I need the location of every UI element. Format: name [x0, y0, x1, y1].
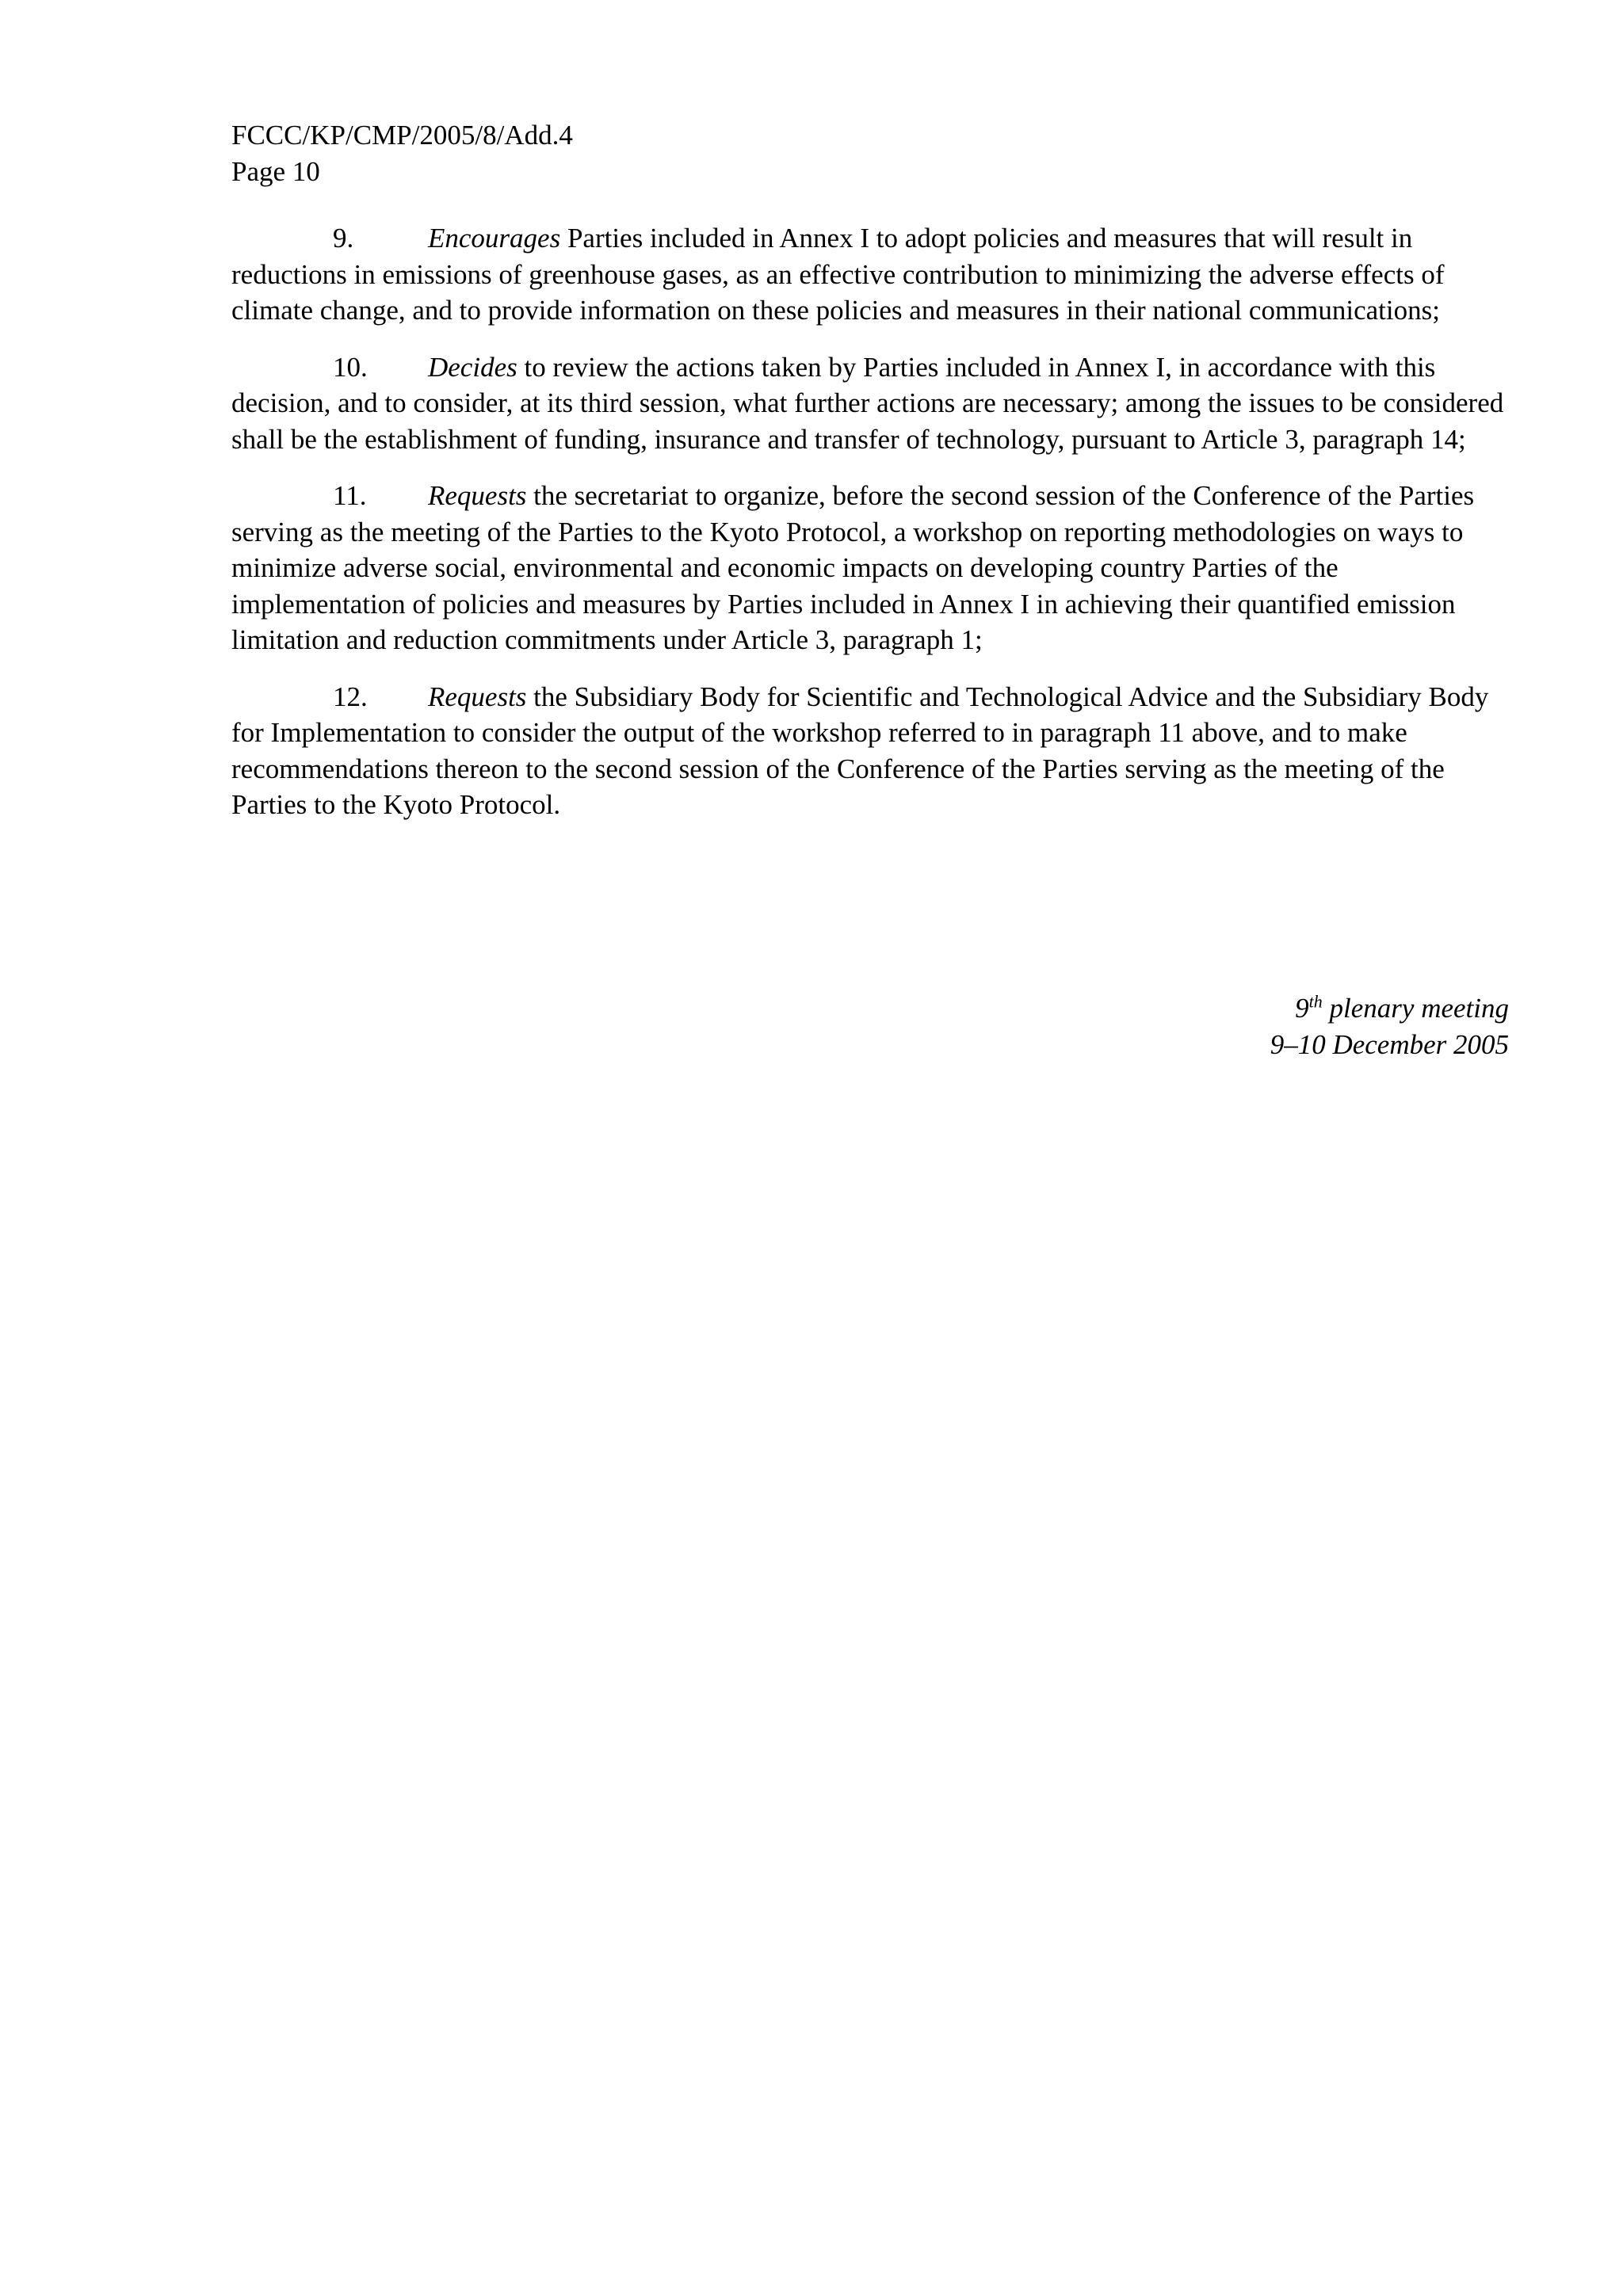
paragraph-12 — [231, 679, 1509, 823]
paragraph-number: 12. — [333, 681, 368, 712]
page-number: Page 10 — [231, 156, 320, 187]
operative-verb: Encourages — [428, 223, 561, 254]
document-body — [231, 220, 1509, 844]
paragraph-number: 9. — [333, 223, 354, 254]
meeting-ordinal-suffix: th — [1308, 991, 1323, 1012]
meeting-label: plenary meeting — [1322, 993, 1509, 1024]
paragraph-text: the Subsidiary Body for Scientific and Technological Advice and the Subsidiary Body for Implementation to consider the output of the workshop referred to in paragraph 11 above, and to make recommendations thereon to the second session of the Conference of the Parties serving as the meeting of the Parties to the Kyoto Protocol. — [231, 681, 1489, 820]
paragraph-11 — [231, 478, 1509, 658]
paragraph-text: to review the actions taken by Parties included in Annex I, in accordance with this decision, and to consider, at its third session, what further actions are necessary; among the issues to be considered shall be the establishment of funding, insurance and transfer of technology, pursuant to Article 3, paragraph 14; — [231, 351, 1504, 455]
meeting-line — [1270, 990, 1509, 1027]
paragraph-9 — [231, 220, 1509, 329]
paragraph-10 — [231, 349, 1509, 458]
paragraph-number: 11. — [333, 480, 367, 511]
paragraph-text: Parties included in Annex I to adopt policies and measures that will result in reductions in emissions of greenhouse gases, as an effective contribution to minimizing the adverse effects of climate change, and to provide information on these policies and measures in their national communications; — [231, 223, 1445, 326]
document-symbol: FCCC/KP/CMP/2005/8/Add.4 — [231, 120, 573, 151]
operative-verb: Requests — [428, 681, 527, 712]
operative-verb: Requests — [428, 480, 527, 511]
meeting-date: 9–10 December 2005 — [1270, 1029, 1509, 1060]
paragraph-number: 10. — [333, 351, 368, 383]
meeting-number: 9 — [1295, 993, 1309, 1024]
document-header — [231, 117, 573, 190]
paragraph-text: the secretariat to organize, before the second session of the Conference of the Parties serving as the meeting of the Parties to the Kyoto Protocol, a workshop on reporting methodologies on ways to minimize adverse social, environmental and economic impacts on developing country Parties of the implementation of policies and measures by Parties included in Annex I in achieving their quantified emission limitation and reduction commitments under Article 3, paragraph 1; — [231, 480, 1475, 655]
operative-verb: Decides — [428, 351, 517, 383]
meeting-signature — [1270, 990, 1509, 1063]
